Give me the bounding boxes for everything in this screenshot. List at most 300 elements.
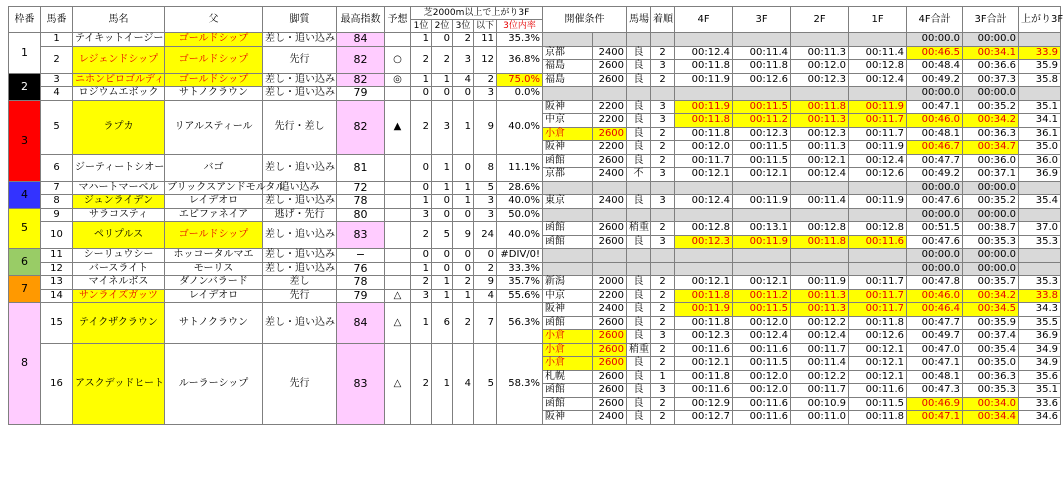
split-1f: 00:12.1 [849,343,907,357]
place-other-count: 9 [474,100,497,154]
agari-3f: 33.8 [1019,289,1061,303]
place-3-count: 1 [453,195,474,209]
split-3f: 00:13.1 [733,222,791,236]
top3-rate: 50.0% [497,208,543,222]
waku-cell: 3 [9,100,41,181]
split-2f [791,262,849,276]
place-other-count: 3 [474,87,497,101]
track-condition [627,208,651,222]
place-other-count: 0 [474,249,497,263]
venue-cell: 小倉 [543,343,593,357]
split-3f: 00:11.2 [733,114,791,128]
split-1f [849,87,907,101]
split-2f: 00:12.3 [791,127,849,141]
waku-cell: 2 [9,73,41,100]
running-style: 先行 [263,46,337,73]
split-2f [791,208,849,222]
top3-rate: 28.6% [497,181,543,195]
split-4f: 00:11.8 [675,114,733,128]
agari-3f: 35.6 [1019,370,1061,384]
horse-number: 4 [41,87,73,101]
track-condition: 稍重 [627,343,651,357]
sum-4f: 00:47.7 [907,154,963,168]
split-3f: 00:12.0 [733,370,791,384]
running-style: 差し・追い込み [263,222,337,249]
max-index: 84 [337,33,385,47]
top3-rate: 35.3% [497,33,543,47]
place-1-count: 1 [411,73,432,87]
sum-4f: 00:47.6 [907,195,963,209]
split-2f: 00:11.8 [791,100,849,114]
track-condition: 良 [627,384,651,398]
finish-position [651,33,675,47]
split-4f: 00:11.9 [675,73,733,87]
sire-name: リアルスティール [165,100,263,154]
table-row [9,181,1061,195]
split-3f: 00:11.5 [733,154,791,168]
place-1-count: 2 [411,100,432,154]
split-2f: 00:12.3 [791,73,849,87]
track-condition [627,262,651,276]
place-2-count: 5 [432,222,453,249]
header-cond: 開催条件 [543,7,627,33]
sum-3f: 00:35.3 [963,384,1019,398]
split-2f [791,181,849,195]
distance-cell [593,208,627,222]
split-2f: 00:11.7 [791,343,849,357]
max-index: 79 [337,87,385,101]
split-2f: 00:12.2 [791,316,849,330]
agari-3f [1019,208,1061,222]
sum-3f: 00:00.0 [963,181,1019,195]
split-4f: 00:12.1 [675,168,733,182]
track-condition: 良 [627,60,651,74]
sire-name: ゴールドシップ [165,46,263,73]
place-other-count: 2 [474,262,497,276]
track-condition: 良 [627,397,651,411]
split-4f: 00:12.4 [675,195,733,209]
distance-cell: 2200 [593,141,627,155]
sire-name: エピファネイア [165,208,263,222]
finish-position [651,208,675,222]
horse-number: 12 [41,262,73,276]
max-index: 79 [337,289,385,303]
horse-name: テイクザクラウン [73,303,165,344]
sum-3f: 00:34.2 [963,289,1019,303]
place-other-count: 12 [474,46,497,73]
venue-cell: 函館 [543,316,593,330]
track-condition: 良 [627,289,651,303]
horse-number: 16 [41,343,73,424]
prediction-mark [385,195,411,209]
prediction-mark [385,276,411,290]
track-condition [627,181,651,195]
table-row [9,289,1061,303]
sum-3f: 00:35.4 [963,343,1019,357]
finish-position: 3 [651,114,675,128]
sum-3f: 00:00.0 [963,249,1019,263]
sum-4f: 00:47.3 [907,384,963,398]
split-2f: 00:12.0 [791,60,849,74]
venue-cell [543,33,593,47]
place-3-count: 2 [453,303,474,344]
sire-name: ダノンバラード [165,276,263,290]
prediction-mark: △ [385,343,411,424]
split-1f: 00:11.7 [849,114,907,128]
split-3f: 00:11.8 [733,60,791,74]
horse-number: 10 [41,222,73,249]
horse-name: マイネルボス [73,276,165,290]
table-row [9,303,1061,317]
split-3f [733,87,791,101]
place-other-count: 5 [474,343,497,424]
sum-4f: 00:00.0 [907,87,963,101]
waku-cell: 6 [9,249,41,276]
top3-rate: 40.0% [497,195,543,209]
split-1f: 00:12.8 [849,60,907,74]
finish-position [651,181,675,195]
split-4f: 00:11.7 [675,154,733,168]
sum-4f: 00:00.0 [907,208,963,222]
distance-cell: 2600 [593,343,627,357]
prediction-mark [385,181,411,195]
sum-4f: 00:46.4 [907,303,963,317]
finish-position: 2 [651,357,675,371]
place-1-count: 0 [411,249,432,263]
prediction-mark: ▲ [385,100,411,154]
agari-3f: 34.1 [1019,114,1061,128]
split-4f: 00:11.9 [675,100,733,114]
header-sire: 父 [165,7,263,33]
place-3-count: 2 [453,276,474,290]
finish-position: 2 [651,46,675,60]
sire-name: サトノクラウン [165,87,263,101]
venue-cell [543,87,593,101]
sire-name: ゴールドシップ [165,222,263,249]
horse-name: ジーティートシオー [73,154,165,181]
horse-number: 15 [41,303,73,344]
split-2f: 00:10.9 [791,397,849,411]
track-condition: 良 [627,127,651,141]
place-3-count: 1 [453,181,474,195]
agari-3f: 36.1 [1019,127,1061,141]
place-2-count: 0 [432,87,453,101]
finish-position: 2 [651,222,675,236]
agari-3f: 33.6 [1019,397,1061,411]
distance-cell: 2400 [593,411,627,425]
sire-name: レイデオロ [165,289,263,303]
venue-cell: 中京 [543,114,593,128]
sum-3f: 00:36.3 [963,127,1019,141]
max-index: 83 [337,222,385,249]
split-2f: 00:11.8 [791,235,849,249]
horse-number: 11 [41,249,73,263]
venue-cell: 東京 [543,195,593,209]
distance-cell: 2600 [593,384,627,398]
horse-name: アスクデッドヒート [73,343,165,424]
track-condition: 良 [627,357,651,371]
track-condition: 良 [627,195,651,209]
sum-3f: 00:36.6 [963,60,1019,74]
top3-rate: 36.8% [497,46,543,73]
venue-cell [543,208,593,222]
max-index: 82 [337,46,385,73]
sum-3f: 00:00.0 [963,208,1019,222]
horse-name: サラコスティ [73,208,165,222]
table-row [9,87,1061,101]
top3-rate: 0.0% [497,87,543,101]
finish-position: 2 [651,343,675,357]
sum-4f: 00:46.0 [907,289,963,303]
horse-number: 6 [41,154,73,181]
sum-4f: 00:47.0 [907,343,963,357]
distance-cell: 2600 [593,154,627,168]
split-1f: 00:12.1 [849,357,907,371]
place-1-count: 1 [411,262,432,276]
agari-3f [1019,33,1061,47]
waku-cell: 7 [9,276,41,303]
distance-cell [593,181,627,195]
top3-rate: 55.6% [497,289,543,303]
split-4f: 00:12.3 [675,235,733,249]
sum-3f: 00:34.0 [963,397,1019,411]
prediction-mark [385,222,411,249]
split-3f: 00:12.0 [733,384,791,398]
split-3f: 00:11.4 [733,46,791,60]
distance-cell: 2600 [593,60,627,74]
top3-rate: 40.0% [497,100,543,154]
split-1f: 00:11.8 [849,411,907,425]
distance-cell: 2200 [593,114,627,128]
sum-3f: 00:35.7 [963,276,1019,290]
venue-cell: 函館 [543,397,593,411]
split-1f: 00:11.6 [849,384,907,398]
track-condition: 不 [627,168,651,182]
finish-position: 3 [651,100,675,114]
waku-cell: 1 [9,33,41,74]
running-style: 逃げ・先行 [263,208,337,222]
prediction-mark: △ [385,303,411,344]
top3-rate: 35.7% [497,276,543,290]
split-2f [791,249,849,263]
sum-3f: 00:00.0 [963,262,1019,276]
header-yoso: 予想 [385,7,411,33]
split-3f [733,262,791,276]
header-umaban: 馬番 [41,7,73,33]
table-row [9,276,1061,290]
distance-cell: 2400 [593,46,627,60]
running-style: 差し・追い込み [263,303,337,344]
venue-cell: 阪神 [543,411,593,425]
venue-cell: 京都 [543,46,593,60]
split-2f: 00:11.9 [791,276,849,290]
agari-3f: 35.4 [1019,195,1061,209]
finish-position: 2 [651,303,675,317]
sum-3f: 00:35.2 [963,195,1019,209]
place-1-count: 1 [411,33,432,47]
sum-3f: 00:35.0 [963,357,1019,371]
table-row [9,249,1061,263]
header-4f-sum: 4F合計 [907,7,963,33]
sum-4f: 00:46.0 [907,114,963,128]
header-agari: 上がり3F [1019,7,1061,33]
split-1f: 00:12.6 [849,168,907,182]
split-4f [675,208,733,222]
split-4f: 00:12.0 [675,141,733,155]
place-3-count: 2 [453,33,474,47]
sum-4f: 00:46.7 [907,141,963,155]
sum-3f: 00:35.9 [963,316,1019,330]
place-2-count: 1 [432,343,453,424]
split-1f [849,208,907,222]
sum-3f: 00:35.3 [963,235,1019,249]
track-condition: 良 [627,303,651,317]
place-1-count: 3 [411,289,432,303]
track-condition: 良 [627,100,651,114]
horse-number: 13 [41,276,73,290]
prediction-mark [385,33,411,47]
agari-3f: 36.0 [1019,154,1061,168]
place-other-count: 4 [474,289,497,303]
split-3f: 00:12.4 [733,330,791,344]
finish-position: 2 [651,411,675,425]
split-2f: 00:11.0 [791,411,849,425]
horse-name: ジュンライデン [73,195,165,209]
finish-position: 3 [651,384,675,398]
max-index: 78 [337,195,385,209]
split-2f: 00:11.3 [791,46,849,60]
sum-4f: 00:47.8 [907,276,963,290]
sum-3f: 00:34.5 [963,303,1019,317]
finish-position: 2 [651,127,675,141]
distance-cell: 2400 [593,195,627,209]
split-2f: 00:12.4 [791,330,849,344]
place-other-count: 5 [474,181,497,195]
waku-cell: 5 [9,208,41,249]
sum-4f: 00:51.5 [907,222,963,236]
finish-position [651,262,675,276]
agari-3f [1019,181,1061,195]
sum-3f: 00:38.7 [963,222,1019,236]
track-condition: 稍重 [627,222,651,236]
split-2f [791,33,849,47]
split-3f [733,181,791,195]
top3-rate: #DIV/0! [497,249,543,263]
split-1f: 00:12.8 [849,222,907,236]
running-style: 差し・追い込み [263,154,337,181]
split-3f: 00:11.5 [733,303,791,317]
venue-cell [543,249,593,263]
split-1f: 00:11.4 [849,46,907,60]
header-2f: 2F [791,7,849,33]
place-other-count: 11 [474,33,497,47]
header-3f: 3F [733,7,791,33]
split-2f: 00:11.3 [791,114,849,128]
table-row [9,262,1061,276]
place-other-count: 3 [474,195,497,209]
table-row [9,46,1061,60]
agari-3f: 35.5 [1019,316,1061,330]
table-row [9,33,1061,47]
max-index: − [337,249,385,263]
finish-position: 1 [651,370,675,384]
distance-cell: 2600 [593,357,627,371]
max-index: 76 [337,262,385,276]
agari-3f: 35.1 [1019,384,1061,398]
distance-cell: 2600 [593,316,627,330]
place-1-count: 1 [411,195,432,209]
distance-cell: 2200 [593,100,627,114]
venue-cell: 小倉 [543,127,593,141]
venue-cell: 函館 [543,222,593,236]
prediction-mark [385,249,411,263]
top3-rate: 56.3% [497,303,543,344]
track-condition: 良 [627,73,651,87]
finish-position [651,87,675,101]
split-3f: 00:11.9 [733,195,791,209]
running-style: 先行・差し [263,100,337,154]
agari-3f [1019,262,1061,276]
place-other-count: 3 [474,208,497,222]
place-3-count: 9 [453,222,474,249]
running-style: 差し・追い込み [263,73,337,87]
split-4f: 00:11.8 [675,127,733,141]
table-row [9,343,1061,357]
distance-cell: 2600 [593,235,627,249]
split-4f [675,262,733,276]
split-3f: 00:11.6 [733,343,791,357]
place-1-count: 2 [411,276,432,290]
agari-3f: 35.8 [1019,73,1061,87]
horse-name: ロジウムエボック [73,87,165,101]
venue-cell: 新潟 [543,276,593,290]
split-1f: 00:11.6 [849,235,907,249]
track-condition: 良 [627,330,651,344]
split-1f: 00:12.1 [849,370,907,384]
finish-position: 2 [651,397,675,411]
distance-cell: 2600 [593,73,627,87]
sire-name: ホッコータルマエ [165,249,263,263]
split-3f: 00:12.6 [733,73,791,87]
horse-name: バースライト [73,262,165,276]
prediction-mark [385,208,411,222]
place-2-count: 1 [432,276,453,290]
agari-3f: 34.9 [1019,343,1061,357]
agari-3f: 37.0 [1019,222,1061,236]
sum-4f: 00:47.1 [907,357,963,371]
split-1f: 00:11.7 [849,276,907,290]
place-other-count: 24 [474,222,497,249]
track-condition: 良 [627,154,651,168]
agari-3f: 36.9 [1019,168,1061,182]
sum-3f: 00:37.1 [963,168,1019,182]
split-3f: 00:11.6 [733,411,791,425]
sum-4f: 00:49.2 [907,73,963,87]
split-1f [849,33,907,47]
agari-3f: 35.3 [1019,235,1061,249]
split-4f: 00:11.6 [675,343,733,357]
finish-position: 3 [651,195,675,209]
agari-3f: 35.0 [1019,141,1061,155]
sum-4f: 00:48.1 [907,127,963,141]
distance-cell: 2600 [593,370,627,384]
split-4f: 00:11.8 [675,316,733,330]
agari-3f: 33.9 [1019,46,1061,60]
sire-name: ルーラーシップ [165,343,263,424]
finish-position: 2 [651,73,675,87]
venue-cell: 小倉 [543,330,593,344]
max-index: 84 [337,303,385,344]
